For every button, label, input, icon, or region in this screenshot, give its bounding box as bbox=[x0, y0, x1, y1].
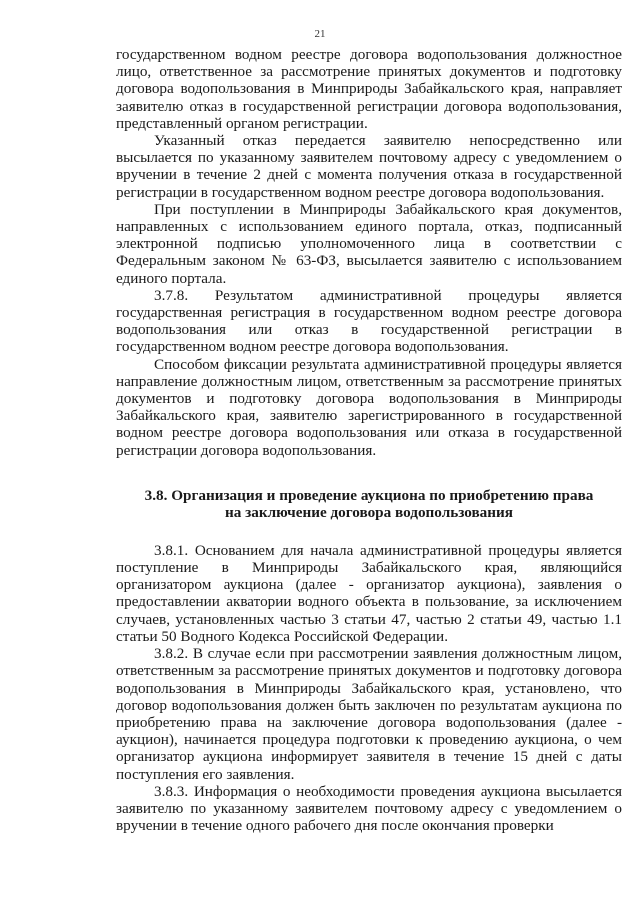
paragraph-result-fixation: Способом фиксации результата административной процедуры является направление должностным лицом, ответственным за рассмотрение принятых документов и подготовку договора водопользования в Минприроды Забайкальского края, заявителю зарегистрированного в государственной водном реестре договора водопользования или отказа в государственной регистрации договора водопользования. bbox=[116, 355, 622, 459]
section-heading-3-8: 3.8. Организация и проведение аукциона по приобретению права на заключение договора водопользования bbox=[144, 486, 594, 522]
paragraph-3-8-2: 3.8.2. В случае если при рассмотрении заявления должностным лицом, ответственным за рассмотрение принятых документов и подготовку договора водопользования в Минприроды Забайкальского края, установлено, что договор водопользования должен быть заключен по результатам аукциона по приобретению права на заключение договора водопользования (далее - аукцион), начинается процедура подготовки к проведению аукциона, о чем организатор аукциона информирует заявителя в течение 15 дней с даты поступления его заявления. bbox=[116, 645, 622, 783]
paragraph-refusal-delivery: Указанный отказ передается заявителю непосредственно или высылается по указанному заявителем почтовому адресу с уведомлением о вручении в течение 2 дней с момента получения отказа в государственной регистрации в государственном водном реестре договора водопользования. bbox=[116, 132, 622, 201]
page-number: 21 bbox=[314, 28, 326, 40]
document-body bbox=[116, 46, 622, 834]
paragraph-continuation: государственном водном реестре договора водопользования должностное лицо, ответственное за рассмотрение принятых документов и подготовку договора водопользования в Минприроды Забайкальского края, направляет заявителю отказ в государственной регистрации договора водопользования, представленный органом регистрации. bbox=[116, 46, 622, 132]
paragraph-portal-refusal: При поступлении в Минприроды Забайкальского края документов, направленных с использованием единого портала, отказ, подписанный электронной подписью уполномоченного лица в соответствии с Федеральным законом № 63-ФЗ, высылается заявителю с использованием единого портала. bbox=[116, 200, 622, 287]
paragraph-3-8-1: 3.8.1. Основанием для начала административной процедуры является поступление в Минприроды Забайкальского края, являющийся организатором аукциона (далее - организатор аукциона), заявления о предоставлении акватории водного объекта в пользование, за исключением случаев, установленных частью 3 статьи 47, частью 2 статьи 49, частью 1.1 статьи 50 Водного Кодекса Российской Федерации. bbox=[116, 541, 622, 645]
paragraph-3-8-3: 3.8.3. Информация о необходимости проведения аукциона высылается заявителю по указанному заявителем почтовому адресу с уведомлением о вручении в течение одного рабочего дня после окончания проверки bbox=[116, 782, 622, 835]
paragraph-3-7-8: 3.7.8. Результатом административной процедуры является государственная регистрация в государственном водном реестре договора водопользования или отказ в государственной регистрации в государственном водном реестре договора водопользования. bbox=[116, 286, 622, 356]
